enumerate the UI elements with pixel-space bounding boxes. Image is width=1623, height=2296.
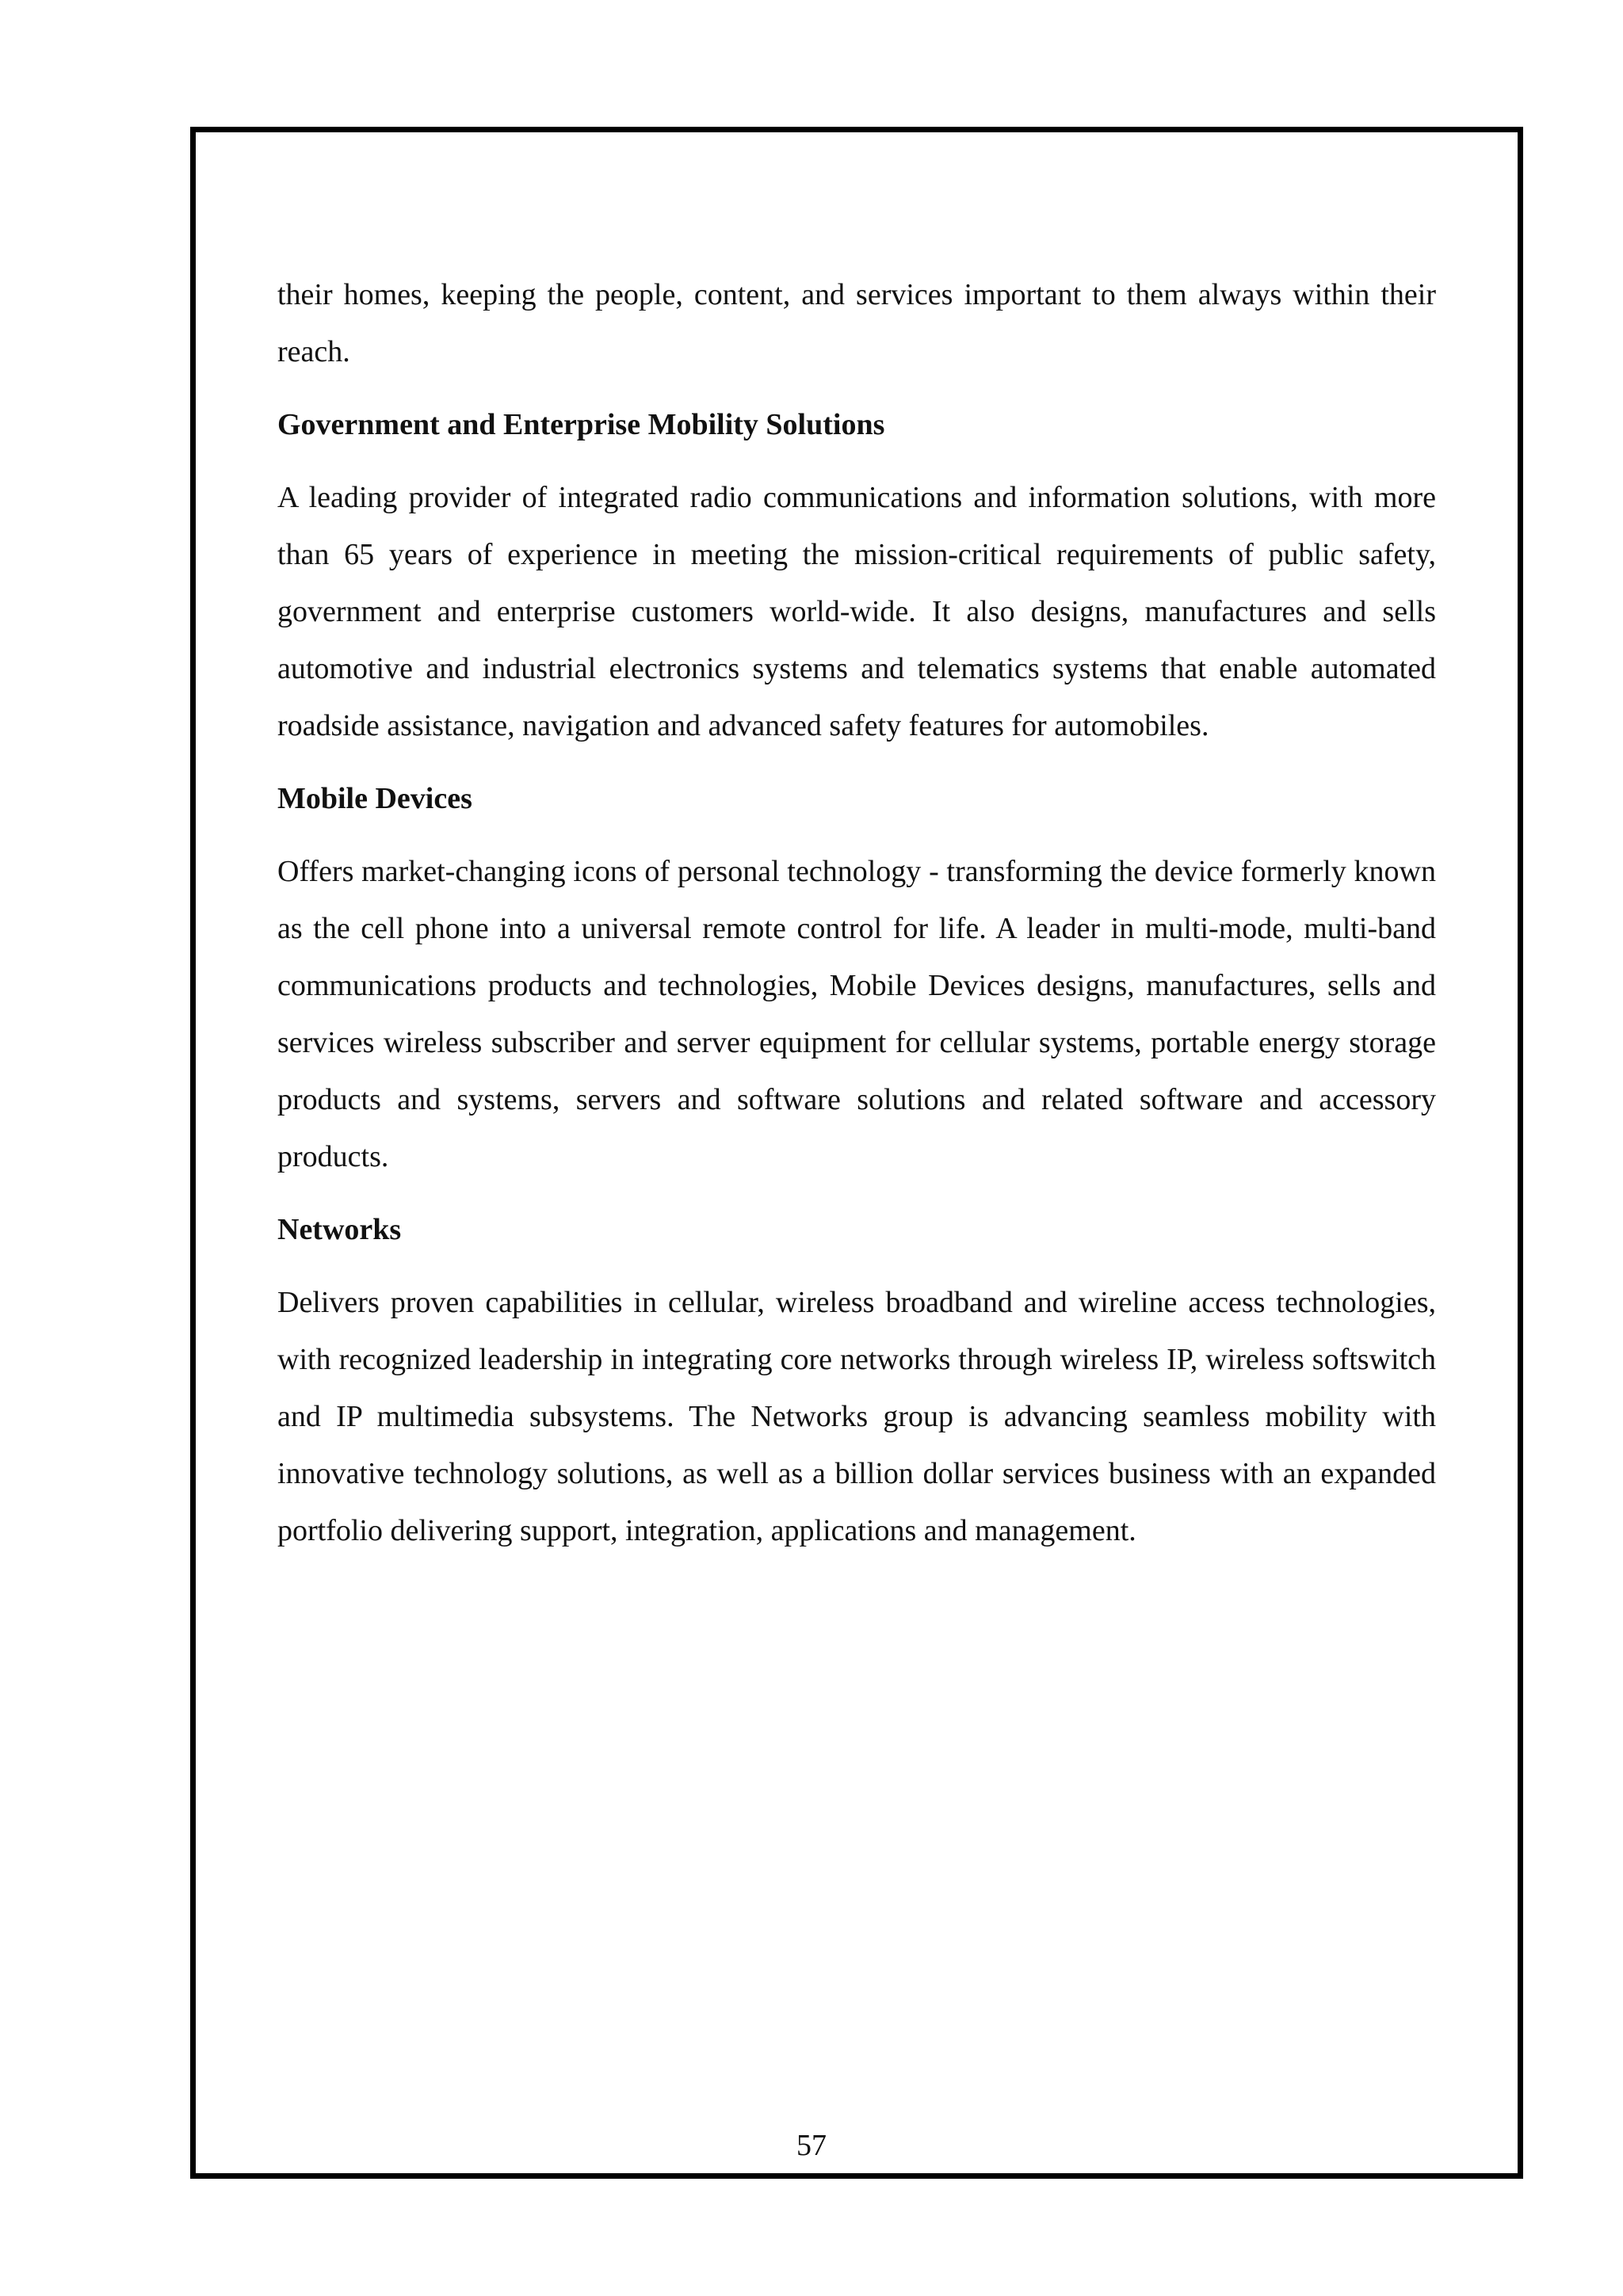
section-body-networks: Delivers proven capabilities in cellular, wireless broadband and wireline access technologies, with recognized leadership in integrating core networks through wireless IP, wireless softswitch and IP multimedia subsystems. The Networks group is advancing seamless mobility with innovative technology solutions, as well as a billion dollar services business with an expanded portfolio delivering support, integration, applications and management.: [277, 1286, 1436, 1547]
intro-paragraph: their homes, keeping the people, content, and services important to them always within their reach.: [277, 278, 1436, 368]
section-body-mobile-devices: Offers market-changing icons of personal technology - transforming the device formerly known as the cell phone into a universal remote control for life. A leader in multi-mode, multi-band communications products and technologies, Mobile Devices designs, manufactures, sells and services wireless subscriber and server equipment for cellular systems, portable energy storage products and systems, servers and software solutions and related software and accessory products.: [277, 855, 1436, 1173]
document-body: [277, 266, 1436, 1575]
page-number: 57: [796, 2129, 827, 2162]
section-heading-government: Government and Enterprise Mobility Solutions: [277, 408, 885, 441]
section-body-government: A leading provider of integrated radio communications and information solutions, with more than 65 years of experience in meeting the mission-critical requirements of public safety, government and enterprise customers world-wide. It also designs, manufactures and sells automotive and industrial electronics systems and telematics systems that enable automated roadside assistance, navigation and advanced safety features for automobiles.: [277, 481, 1436, 742]
section-heading-networks: Networks: [277, 1213, 402, 1246]
section-heading-mobile-devices: Mobile Devices: [277, 782, 472, 815]
